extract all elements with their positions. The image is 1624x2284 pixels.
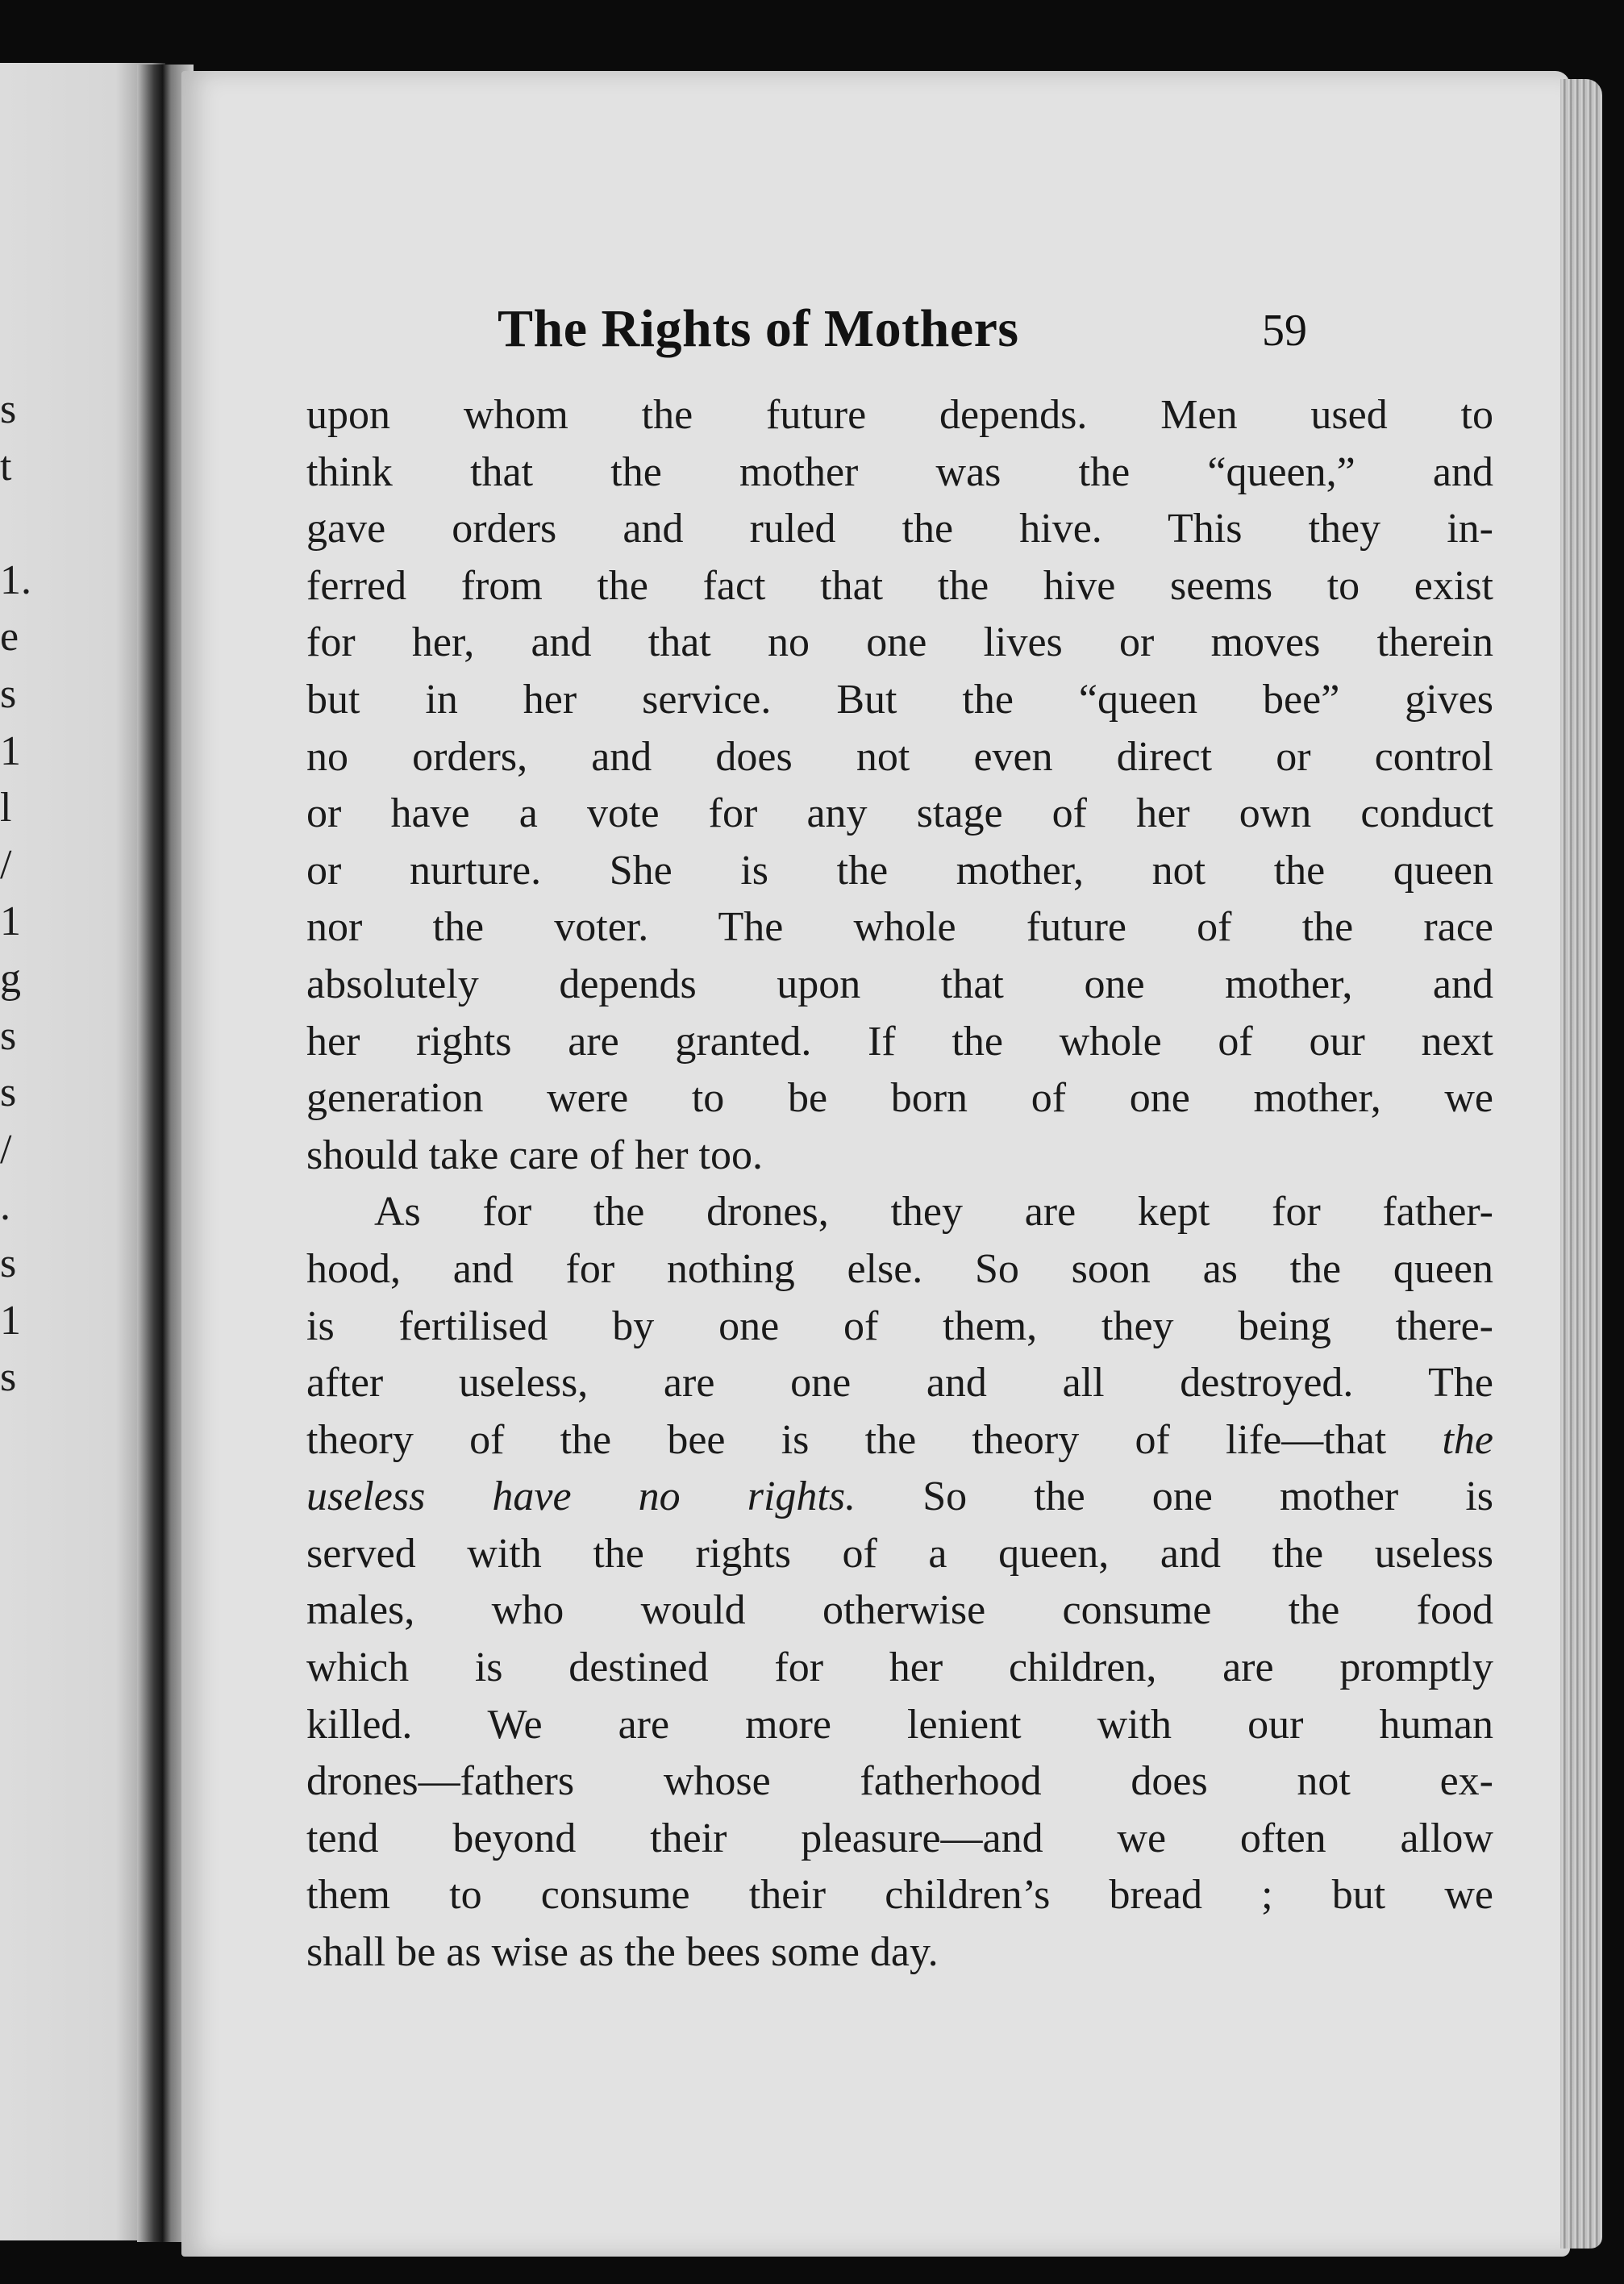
- left-fragment: 1: [0, 727, 21, 774]
- paragraph-start-line: As for the drones, they are kept for father-: [374, 1189, 1493, 1236]
- paragraph-end-line: should take care of her too.: [306, 1132, 764, 1178]
- left-fragment: /: [0, 1126, 12, 1173]
- left-fragment: s: [0, 1354, 17, 1401]
- italic-text-run: the: [1442, 1416, 1494, 1463]
- left-fragment: /: [0, 841, 12, 888]
- page-number: 59: [1262, 306, 1307, 356]
- text-line: them to consume their children’s bread ; but we: [306, 1872, 1493, 1919]
- left-fragment: s: [0, 1012, 17, 1059]
- text-line: ferred from the fact that the hive seems to exist: [306, 562, 1493, 609]
- left-page-text-fragments: [0, 381, 32, 1407]
- text-line: or have a vote for any stage of her own conduct: [306, 790, 1493, 837]
- left-fragment: l: [0, 785, 12, 831]
- text-run: theory of the bee is the theory of life—that: [306, 1416, 1387, 1463]
- text-line: males, who would otherwise consume the food: [306, 1587, 1493, 1634]
- left-fragment: 1: [0, 898, 21, 945]
- text-line-with-italic: [306, 1412, 1493, 1469]
- text-line: hood, and for nothing else. So soon as the queen: [306, 1245, 1493, 1292]
- left-fragment: g: [0, 955, 21, 1002]
- text-line: served with the rights of a queen, and the useless: [306, 1530, 1493, 1577]
- text-line: nor the voter. The whole future of the race: [306, 904, 1493, 951]
- text-line: tend beyond their pleasure—and we often allow: [306, 1815, 1493, 1861]
- left-fragment: s: [0, 1069, 17, 1116]
- text-line: or nurture. She is the mother, not the queen: [306, 847, 1493, 894]
- text-line: after useless, are one and all destroyed. The: [306, 1360, 1493, 1407]
- text-line: absolutely depends upon that one mother, and: [306, 961, 1493, 1007]
- left-fragment: .: [0, 1183, 10, 1230]
- left-fragment: 1: [0, 1297, 21, 1344]
- left-fragment: 1.: [0, 556, 31, 603]
- page-stack-edge: [1560, 79, 1602, 2249]
- italic-text-run: useless have no rights.: [306, 1473, 856, 1520]
- text-line: which is destined for her children, are promptly: [306, 1644, 1493, 1691]
- text-line: upon whom the future depends. Men used to: [306, 392, 1493, 438]
- text-line: gave orders and ruled the hive. This they in-: [306, 506, 1493, 552]
- body-text: [306, 387, 1493, 1982]
- text-line: is fertilised by one of them, they being there-: [306, 1302, 1493, 1349]
- text-line: but in her service. But the “queen bee” gives: [306, 676, 1493, 723]
- page-header: [181, 298, 1570, 363]
- left-fragment: s: [0, 1240, 17, 1286]
- left-fragment: s: [0, 670, 17, 717]
- text-line: for her, and that no one lives or moves therein: [306, 619, 1493, 666]
- paragraph-end-line: shall be as wise as the bees some day.: [306, 1929, 939, 1976]
- running-title: The Rights of Mothers: [498, 299, 1019, 358]
- text-line-with-italic: [306, 1469, 1493, 1526]
- text-line: drones—fathers whose fatherhood does not ex-: [306, 1758, 1493, 1805]
- text-line: generation were to be born of one mother, we: [306, 1075, 1493, 1122]
- text-line: think that the mother was the “queen,” and: [306, 448, 1493, 495]
- book-page: [181, 71, 1570, 2257]
- left-fragment: [0, 495, 32, 552]
- text-line: no orders, and does not even direct or control: [306, 733, 1493, 780]
- text-line: killed. We are more lenient with our human: [306, 1701, 1493, 1748]
- left-fragment: e: [0, 614, 19, 661]
- text-run: So the one mother is: [922, 1473, 1494, 1520]
- text-line: her rights are granted. If the whole of our next: [306, 1018, 1493, 1065]
- left-fragment: s: [0, 386, 17, 432]
- left-fragment: t: [0, 443, 12, 490]
